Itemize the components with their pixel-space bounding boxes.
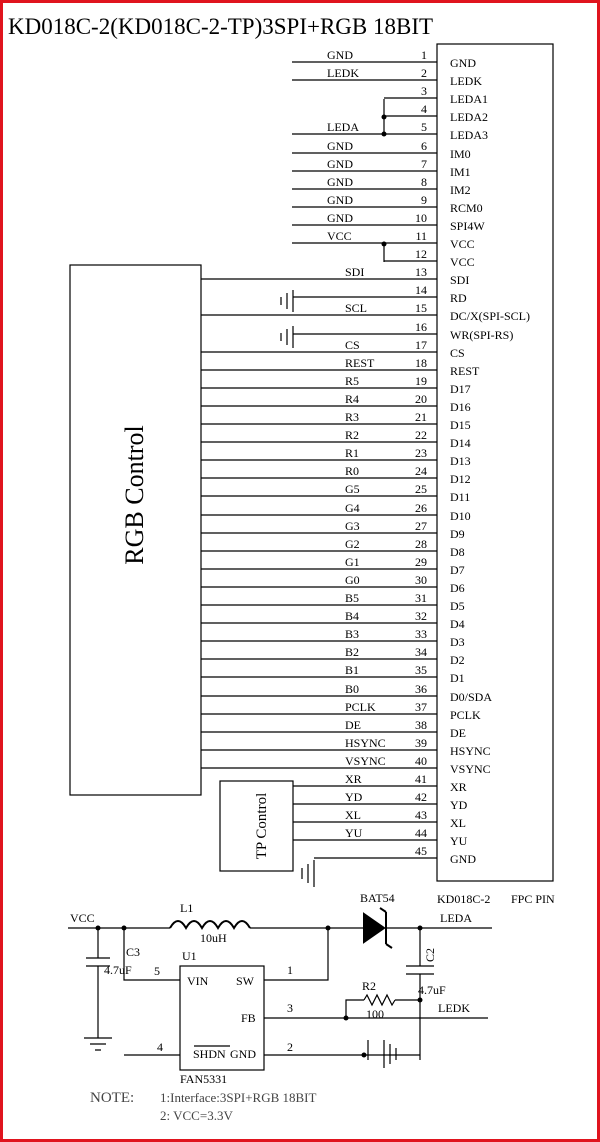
pin-number: 32 [415, 609, 427, 623]
pin-number: 24 [415, 464, 427, 478]
pin-signal: YU [345, 826, 363, 840]
pin-name: D16 [450, 400, 471, 414]
pin-name: RCM0 [450, 201, 483, 215]
pin-name: IM1 [450, 165, 471, 179]
pin-number: 33 [415, 627, 427, 641]
pin-number: 5 [421, 120, 427, 134]
pin-signal: B0 [345, 682, 360, 696]
pin-number: 15 [415, 301, 427, 315]
pin-number: 22 [415, 428, 427, 442]
power-schematic [68, 891, 492, 1123]
pin3-label: 3 [287, 1001, 293, 1015]
pin-name: PCLK [450, 708, 481, 722]
pin-name: D12 [450, 472, 471, 486]
pin-name: LEDK [450, 74, 482, 88]
pin1-label: 1 [287, 963, 293, 977]
pin5-label: 5 [154, 964, 160, 978]
pin-number: 6 [421, 139, 427, 153]
pin-name: YD [450, 798, 468, 812]
u1-sw: SW [236, 974, 254, 988]
pin-number: 41 [415, 772, 427, 786]
pin-name: DE [450, 726, 466, 740]
pin-number: 39 [415, 736, 427, 750]
pin-signal: G0 [345, 573, 360, 587]
diode-label: BAT54 [360, 891, 395, 905]
u1-fb: FB [241, 1011, 256, 1025]
connector-caption: KD018C-2 [437, 892, 491, 906]
pin-number: 38 [415, 718, 427, 732]
pin-signal: GND [327, 139, 353, 153]
pin-number: 27 [415, 519, 427, 533]
pin-name: CS [450, 346, 465, 360]
pin-name: D9 [450, 527, 465, 541]
pin-name: D3 [450, 635, 465, 649]
pin-number: 2 [421, 66, 427, 80]
pin-number: 34 [415, 645, 427, 659]
pin-number: 35 [415, 663, 427, 677]
pin-name: WR(SPI-RS) [450, 328, 514, 342]
pin-number: 30 [415, 573, 427, 587]
pin-number: 43 [415, 808, 427, 822]
pin4-label: 4 [157, 1040, 163, 1054]
pin-number: 4 [421, 102, 427, 116]
pin-number: 18 [415, 356, 427, 370]
pin-signal: B1 [345, 663, 360, 677]
pin-signal: XR [345, 772, 362, 786]
pin-name: GND [450, 56, 476, 70]
pin-name: RD [450, 291, 467, 305]
pin-name: D11 [450, 490, 471, 504]
pin-signal: YD [345, 790, 363, 804]
pin-signal: G3 [345, 519, 360, 533]
pin-name: HSYNC [450, 744, 491, 758]
pin-signal: G1 [345, 555, 360, 569]
pin-name: SPI4W [450, 219, 485, 233]
pin-number: 25 [415, 482, 427, 496]
pin-number: 29 [415, 555, 427, 569]
pin-number: 11 [415, 229, 427, 243]
pin-name: D17 [450, 382, 471, 396]
connector-caption-pin: FPC PIN [511, 892, 555, 906]
note-line-1: 1:Interface:3SPI+RGB 18BIT [160, 1090, 317, 1105]
pin-name: DC/X(SPI-SCL) [450, 309, 531, 323]
pin-signal: R5 [345, 374, 360, 388]
l1-value: 10uH [200, 931, 227, 945]
pin-number: 45 [415, 844, 427, 858]
pin-name: D4 [450, 617, 465, 631]
pin-number: 23 [415, 446, 427, 460]
pin-signal: LEDA [327, 120, 359, 134]
pin-name: VSYNC [450, 762, 491, 776]
pin-signal: G5 [345, 482, 360, 496]
pin-signal: VSYNC [345, 754, 386, 768]
pin-number: 26 [415, 501, 427, 515]
pin-signal: VCC [327, 229, 352, 243]
u1-vin: VIN [187, 974, 209, 988]
pin-name: IM2 [450, 183, 471, 197]
pin-name: IM0 [450, 147, 471, 161]
u1-label: U1 [182, 949, 197, 963]
pin-signal: GND [327, 175, 353, 189]
pin-signal: DE [345, 718, 361, 732]
pin-name: D6 [450, 581, 465, 595]
pin-signal: SDI [345, 265, 365, 279]
note-label: NOTE: [90, 1090, 135, 1106]
pin-number: 14 [415, 283, 427, 297]
pin-number: 40 [415, 754, 427, 768]
pin-number: 13 [415, 265, 427, 279]
pin-signal: PCLK [345, 700, 376, 714]
c2-label: C2 [423, 947, 437, 962]
pin-signal: GND [327, 193, 353, 207]
c2-value: 4.7uF [418, 983, 446, 997]
u1-gnd: GND [230, 1047, 256, 1061]
pin-name: D0/SDA [450, 690, 493, 704]
pin-signal: HSYNC [345, 736, 386, 750]
pin-name: D7 [450, 563, 465, 577]
pin-signal: B2 [345, 645, 360, 659]
pin-signal: G2 [345, 537, 360, 551]
pin-name: VCC [450, 237, 475, 251]
pin-signal: B3 [345, 627, 360, 641]
pin-number: 42 [415, 790, 427, 804]
pin-number: 44 [415, 826, 427, 840]
pin-signal: GND [327, 48, 353, 62]
pin-signal: R3 [345, 410, 360, 424]
pin-name: D13 [450, 454, 471, 468]
l1-label: L1 [180, 901, 194, 915]
pin-name: LEDA1 [450, 92, 488, 106]
pin-signal: GND [327, 211, 353, 225]
pin-name: XR [450, 780, 467, 794]
pin-name: LEDA2 [450, 110, 488, 124]
r2-label: R2 [362, 979, 377, 993]
pin-signal: CS [345, 338, 360, 352]
pin-number: 17 [415, 338, 427, 352]
pin-number: 8 [421, 175, 427, 189]
pin-name: SDI [450, 273, 470, 287]
pin-signal: R2 [345, 428, 360, 442]
pin-name: D2 [450, 653, 465, 667]
rgb-control-label: RGB Control [120, 425, 149, 565]
u1-shdn: SHDN [193, 1047, 226, 1061]
pin-name: D8 [450, 545, 465, 559]
c3-label: C3 [126, 945, 141, 959]
r2-value: 100 [366, 1007, 384, 1021]
pin-signal: B4 [345, 609, 360, 623]
pin-number: 21 [415, 410, 427, 424]
pin-number: 19 [415, 374, 427, 388]
pin-name: XL [450, 816, 466, 830]
pin-name: YU [450, 834, 468, 848]
pin-signal: GND [327, 157, 353, 171]
pin-signal: SCL [345, 301, 368, 315]
pin-name: GND [450, 852, 476, 866]
pin-number: 20 [415, 392, 427, 406]
pin-number: 9 [421, 193, 427, 207]
pin-name: D10 [450, 509, 471, 523]
pin2-label: 2 [287, 1040, 293, 1054]
diagram-title: KD018C-2(KD018C-2-TP)3SPI+RGB 18BIT [8, 14, 434, 39]
vcc-label: VCC [70, 911, 95, 925]
pin-number: 7 [421, 157, 427, 171]
tp-control-label: TP Control [254, 792, 270, 860]
pin-name: REST [450, 364, 480, 378]
pin-signal: LEDK [327, 66, 359, 80]
pin-number: 37 [415, 700, 427, 714]
pin-name: D14 [450, 436, 471, 450]
c3-value: 4.7uF [104, 963, 132, 977]
pin-number: 36 [415, 682, 427, 696]
leda-output-label: LEDA [440, 911, 472, 925]
pin-number: 10 [415, 211, 427, 225]
pin-number: 1 [421, 48, 427, 62]
pin-name: VCC [450, 255, 475, 269]
pin-number: 3 [421, 84, 427, 98]
pin-signal: R1 [345, 446, 360, 460]
pin-number: 28 [415, 537, 427, 551]
pin-signal: R0 [345, 464, 360, 478]
pin-name: D5 [450, 599, 465, 613]
pin-signal: REST [345, 356, 375, 370]
pin-number: 12 [415, 247, 427, 261]
pin-number: 31 [415, 591, 427, 605]
pin-name: D1 [450, 671, 465, 685]
pin-signal: G4 [345, 501, 360, 515]
pin-name: LEDA3 [450, 128, 488, 142]
pin-signal: B5 [345, 591, 360, 605]
pin-name: D15 [450, 418, 471, 432]
note-line-2: 2: VCC=3.3V [160, 1108, 233, 1123]
ic-part-label: FAN5331 [180, 1072, 228, 1086]
ledk-output-label: LEDK [438, 1001, 470, 1015]
pin-number: 16 [415, 320, 427, 334]
pin-signal: R4 [345, 392, 360, 406]
pin-signal: XL [345, 808, 361, 822]
